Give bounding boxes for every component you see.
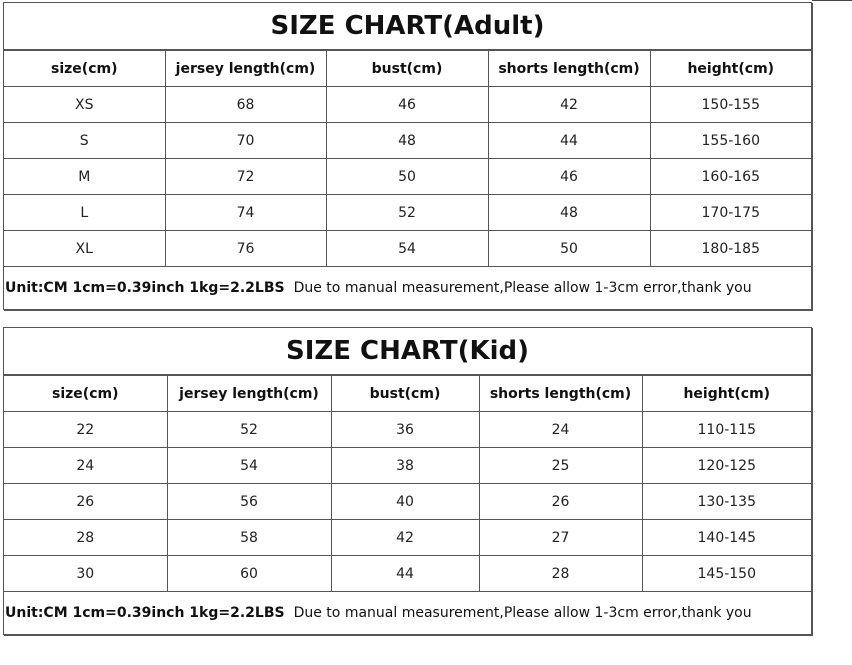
cell-shorts-length: 50 [488, 231, 650, 267]
cell-shorts-length: 42 [488, 87, 650, 123]
table-row [4, 231, 811, 267]
table-row [4, 123, 811, 159]
cell-shorts-length: 28 [479, 556, 642, 592]
cell-shorts-length: 27 [479, 520, 642, 556]
cell-shorts-length: 24 [479, 412, 642, 448]
header-size: size(cm) [4, 51, 165, 87]
cell-bust: 54 [326, 231, 488, 267]
header-jersey-length: jersey length(cm) [167, 376, 331, 412]
adult-size-chart [3, 2, 812, 310]
cell-jersey-length: 54 [167, 448, 331, 484]
cell-bust: 40 [331, 484, 479, 520]
cell-shorts-length: 26 [479, 484, 642, 520]
cell-jersey-length: 74 [165, 195, 326, 231]
table-row [4, 159, 811, 195]
cell-shorts-length: 25 [479, 448, 642, 484]
cell-height: 170-175 [650, 195, 811, 231]
cell-size: S [4, 123, 165, 159]
header-shorts-length: shorts length(cm) [479, 376, 642, 412]
table-row [4, 448, 811, 484]
adult-size-table [4, 50, 811, 267]
cell-height: 155-160 [650, 123, 811, 159]
header-height: height(cm) [650, 51, 811, 87]
cell-bust: 38 [331, 448, 479, 484]
cell-height: 150-155 [650, 87, 811, 123]
unit-conversion-text: Unit:CM 1cm=0.39inch 1kg=2.2LBS [5, 280, 285, 296]
cell-bust: 50 [326, 159, 488, 195]
table-row [4, 412, 811, 448]
header-bust: bust(cm) [331, 376, 479, 412]
cell-size: 30 [4, 556, 167, 592]
cell-jersey-length: 56 [167, 484, 331, 520]
table-row [4, 556, 811, 592]
adult-chart-title: SIZE CHART(Adult) [4, 3, 811, 50]
cell-size: 26 [4, 484, 167, 520]
cell-bust: 48 [326, 123, 488, 159]
cell-bust: 46 [326, 87, 488, 123]
unit-conversion-text: Unit:CM 1cm=0.39inch 1kg=2.2LBS [5, 605, 285, 621]
cell-height: 180-185 [650, 231, 811, 267]
kid-size-table [4, 375, 811, 592]
table-header-row [4, 376, 811, 412]
top-divider-line [812, 0, 852, 1]
header-height: height(cm) [642, 376, 811, 412]
cell-bust: 42 [331, 520, 479, 556]
table-row [4, 195, 811, 231]
cell-jersey-length: 70 [165, 123, 326, 159]
adult-measurement-note [4, 267, 811, 309]
cell-height: 110-115 [642, 412, 811, 448]
cell-shorts-length: 46 [488, 159, 650, 195]
cell-jersey-length: 68 [165, 87, 326, 123]
cell-bust: 36 [331, 412, 479, 448]
table-header-row [4, 51, 811, 87]
cell-height: 145-150 [642, 556, 811, 592]
header-bust: bust(cm) [326, 51, 488, 87]
cell-jersey-length: 60 [167, 556, 331, 592]
cell-size: 24 [4, 448, 167, 484]
cell-jersey-length: 76 [165, 231, 326, 267]
kid-measurement-note [4, 592, 811, 634]
header-jersey-length: jersey length(cm) [165, 51, 326, 87]
measurement-disclaimer-text: Due to manual measurement,Please allow 1-3cm error,thank you [293, 280, 752, 296]
table-row [4, 520, 811, 556]
cell-jersey-length: 72 [165, 159, 326, 195]
cell-height: 140-145 [642, 520, 811, 556]
cell-jersey-length: 58 [167, 520, 331, 556]
cell-bust: 44 [331, 556, 479, 592]
header-size: size(cm) [4, 376, 167, 412]
cell-size: XS [4, 87, 165, 123]
cell-bust: 52 [326, 195, 488, 231]
cell-shorts-length: 44 [488, 123, 650, 159]
cell-height: 160-165 [650, 159, 811, 195]
cell-size: XL [4, 231, 165, 267]
cell-size: L [4, 195, 165, 231]
kid-chart-title: SIZE CHART(Kid) [4, 328, 811, 375]
kid-size-chart [3, 327, 812, 635]
table-row [4, 87, 811, 123]
cell-size: 28 [4, 520, 167, 556]
header-shorts-length: shorts length(cm) [488, 51, 650, 87]
cell-jersey-length: 52 [167, 412, 331, 448]
measurement-disclaimer-text: Due to manual measurement,Please allow 1-3cm error,thank you [293, 605, 752, 621]
cell-size: 22 [4, 412, 167, 448]
cell-shorts-length: 48 [488, 195, 650, 231]
cell-height: 130-135 [642, 484, 811, 520]
cell-height: 120-125 [642, 448, 811, 484]
table-row [4, 484, 811, 520]
cell-size: M [4, 159, 165, 195]
